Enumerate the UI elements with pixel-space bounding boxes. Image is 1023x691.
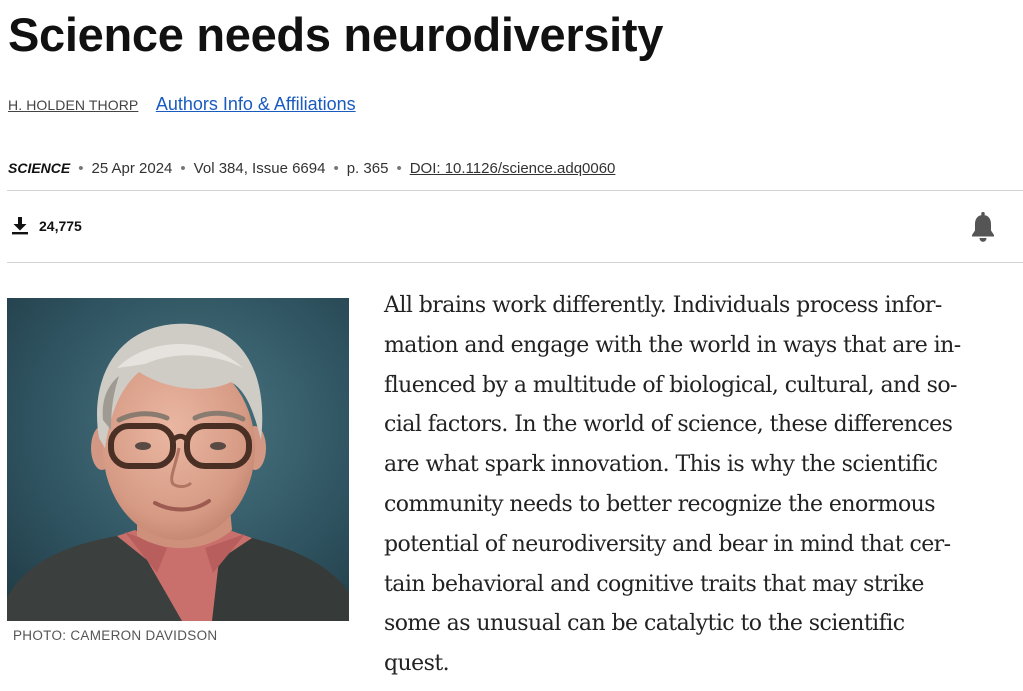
download-count: 24,775 [39,217,82,234]
doi-link[interactable]: DOI: 10.1126/science.adq0060 [409,160,616,177]
publication-date: 25 Apr 2024 [91,160,173,177]
body-line: potential of neurodiversity and bear in mind that cer- [384,531,951,557]
page-number: p. 365 [346,160,389,177]
volume-issue: Vol 384, Issue 6694 [193,160,326,177]
photo-caption: PHOTO: CAMERON DAVIDSON [13,628,218,643]
meta-separator: • [78,160,84,177]
body-line: are what spark innovation. This is why the scientific [384,452,938,478]
author-name-link[interactable]: H. HOLDEN THORP [8,97,139,113]
divider [7,262,1023,263]
body-line: fluenced by a multitude of biological, cultural, and so- [384,372,957,398]
downloads-metric[interactable] [10,216,82,235]
meta-separator: • [396,160,402,177]
download-icon [10,216,30,235]
divider [7,190,1023,191]
author-line [8,94,356,115]
body-line: community needs to better recognize the enormous [384,491,936,517]
article-title: Science needs neurodiversity [8,8,664,61]
body-line: quest. [384,651,450,677]
author-photo [7,298,349,621]
meta-separator: • [333,160,339,177]
body-line: tain behavioral and cognitive traits that may strike [384,571,924,597]
bell-icon[interactable] [970,211,996,243]
body-line: some as unusual can be catalytic to the scientific [384,611,905,637]
body-line: mation and engage with the world in ways that are in- [384,332,961,358]
authors-info-link[interactable]: Authors Info & Affiliations [155,94,356,114]
body-line: cial factors. In the world of science, these differences [384,412,953,438]
meta-separator: • [180,160,186,177]
body-line: All brains work differently. Individuals process infor- [384,293,942,318]
article-body [384,286,1014,684]
journal-name: SCIENCE [8,160,71,176]
citation-meta [8,160,615,177]
